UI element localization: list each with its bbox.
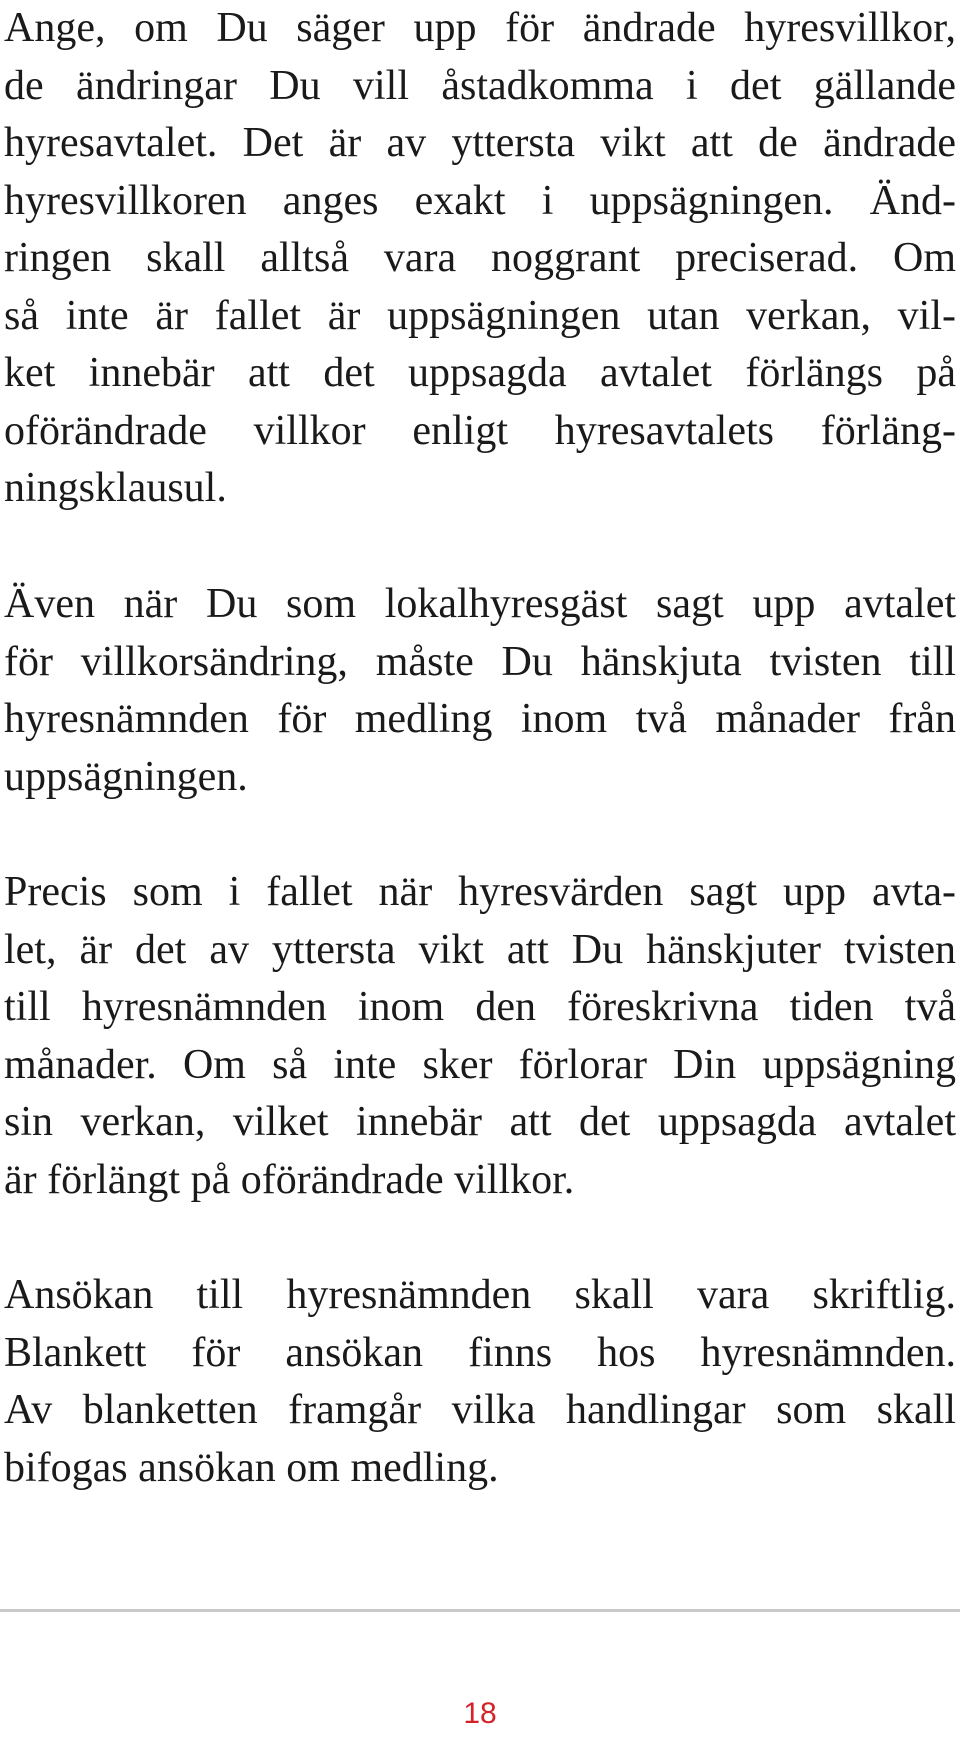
paragraph-line: ringen skall alltså vara noggrant preciserad. Om xyxy=(4,235,956,281)
paragraph-line: Blankett för ansökan finns hos hyresnämnden. xyxy=(4,1329,956,1376)
paragraph-line: så inte är fallet är uppsägningen utan verkan, vil- xyxy=(4,292,956,339)
paragraph-line: uppsägningen. xyxy=(4,753,248,800)
paragraph-line: Av blanketten framgår vilka handlingar som skall xyxy=(4,1387,956,1433)
paragraph-line: de ändringar Du vill åstadkomma i det gällande xyxy=(4,62,956,109)
paragraph-line: hyresvillkoren anges exakt i uppsägningen. Änd- xyxy=(4,177,956,224)
paragraph-4 xyxy=(4,1267,956,1497)
paragraph-line: hyresavtalet. Det är av yttersta vikt att de ändrade xyxy=(4,120,956,166)
paragraph-line: oförändrade villkor enligt hyresavtalets förläng- xyxy=(4,407,956,454)
paragraph-line: för villkorsändring, måste Du hänskjuta tvisten till xyxy=(4,638,956,685)
page-number: 18 xyxy=(463,1697,497,1730)
paragraph-line: let, är det av yttersta vikt att Du hänskjuter tvisten xyxy=(4,926,956,973)
paragraph-line: hyresnämnden för medling inom två månader från xyxy=(4,696,956,742)
paragraph-3 xyxy=(4,864,956,1209)
paragraph-line: månader. Om så inte sker förlorar Din uppsägning xyxy=(4,1041,956,1088)
paragraph-1 xyxy=(4,0,956,518)
footer-divider xyxy=(0,1609,960,1612)
paragraph-line: Ansökan till hyresnämnden skall vara skriftlig. xyxy=(4,1272,956,1318)
paragraph-line: ket innebär att det uppsagda avtalet förlängs på xyxy=(4,350,956,396)
paragraph-line: till hyresnämnden inom den föreskrivna tiden två xyxy=(4,984,956,1030)
paragraph-line: Även när Du som lokalhyresgäst sagt upp avtalet xyxy=(4,581,956,627)
paragraph-line: ningsklausul. xyxy=(4,465,227,511)
paragraph-2 xyxy=(4,576,956,806)
paragraph-line: Precis som i fallet när hyresvärden sagt upp avta- xyxy=(4,869,956,915)
paragraph-line: sin verkan, vilket innebär att det uppsagda avtalet xyxy=(4,1099,956,1145)
paragraph-line: bifogas ansökan om medling. xyxy=(4,1444,499,1491)
paragraph-line: Ange, om Du säger upp för ändrade hyresvillkor, xyxy=(4,5,956,51)
paragraph-line: är förlängt på oförändrade villkor. xyxy=(4,1156,575,1203)
